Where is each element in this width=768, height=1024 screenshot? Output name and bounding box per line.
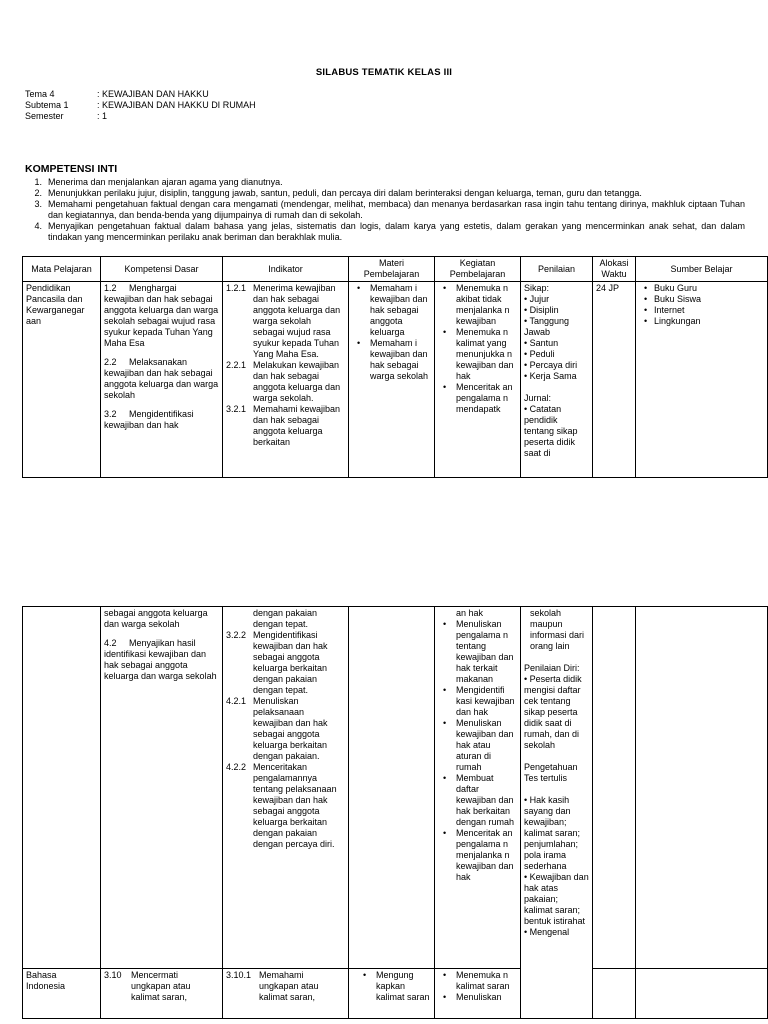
list-item: • Menceritak an pengalama n mendapatk <box>438 382 517 415</box>
materi-list <box>352 283 431 382</box>
indikator-text: dengan pakaian dengan tepat. <box>253 608 318 629</box>
penilaian-item: • Santun <box>524 338 559 348</box>
kd-continuation: sebagai anggota keluarga dan warga sekolah <box>104 608 208 629</box>
ki-list <box>25 177 745 243</box>
list-number: 1. <box>34 177 42 187</box>
indikator-text: Mengidentifikasi kewajiban dan hak sebagai anggota keluarga berkaitan dengan pakaian dengan tepat. <box>253 630 328 695</box>
cell-penilaian <box>521 607 593 1019</box>
penilaian-item: • Hak kasih sayang dan kewajiban; kalimat saran; penjumlahan; pola irama sederhana <box>524 795 581 871</box>
section-heading: KOMPETENSI INTI <box>25 163 118 175</box>
kd-number: 3.10 <box>104 970 122 980</box>
list-number: 4. <box>34 221 42 231</box>
header-sumber: Sumber Belajar <box>636 257 768 282</box>
cell-mapel: Pendidikan Pancasila dan Kewarganegar aan <box>23 282 101 478</box>
indikator-number: 4.2.1 <box>226 696 247 706</box>
header-kd: Kompetensi Dasar <box>101 257 223 282</box>
list-number: 3. <box>34 199 42 209</box>
indikator-text: Menceritakan pengalamannya tentang pelaksanaan kewajiban dan hak sebagai anggota keluarga berkaitan dengan pakaian dengan percaya diri. <box>253 762 337 849</box>
meta-label: Semester <box>25 111 64 121</box>
kd-text: Mengidentifikasi kewajiban dan hak <box>104 409 194 430</box>
cell-alokasi: 24 JP <box>593 282 636 478</box>
syllabus-table-continued <box>22 606 768 1019</box>
indikator-item <box>226 283 345 360</box>
meta-value: : 1 <box>97 111 108 121</box>
cell-indikator <box>223 282 349 478</box>
header-penilaian: Penilaian <box>521 257 593 282</box>
penilaian-item: • Catatan pendidik tentang sikap peserta didik saat di <box>524 404 578 458</box>
cell-materi <box>349 969 435 1019</box>
indikator-text: Memahami ungkapan atau kalimat saran, <box>259 970 319 1002</box>
kegiatan-list <box>438 970 517 1003</box>
list-item: • Menemuka n kalimat saran <box>438 970 517 992</box>
indikator-number: 2.2.1 <box>226 360 247 370</box>
list-item: • Membuat daftar kewajiban dan hak berkaitan dengan rumah <box>438 773 517 828</box>
indikator-number: 1.2.1 <box>226 283 247 293</box>
kd-number: 1.2 <box>104 283 117 293</box>
cell-kd <box>101 607 223 969</box>
cell-mapel: Bahasa Indonesia <box>23 969 101 1019</box>
list-item: • Memaham i kewajiban dan hak sebagai anggota keluarga <box>352 283 431 338</box>
cell-kd <box>101 282 223 478</box>
header-alokasi: Alokasi Waktu <box>593 257 636 282</box>
kd-item <box>104 970 219 1003</box>
penilaian-label: Sikap: <box>524 283 550 293</box>
penilaian-item: • Kerja Sama <box>524 371 577 381</box>
meta-value: : KEWAJIBAN DAN HAKKU DI RUMAH <box>97 100 256 110</box>
cell-sumber <box>636 607 768 969</box>
header-mapel: Mata Pelajaran <box>23 257 101 282</box>
penilaian-item: • Mengenal <box>524 927 570 937</box>
kegiatan-list <box>438 283 517 415</box>
cell-indikator <box>223 607 349 969</box>
list-item: • Buku Guru <box>639 283 764 294</box>
cell-alokasi <box>593 607 636 969</box>
meta-row-tema <box>25 89 256 100</box>
penilaian-continuation: sekolah maupun informasi dari orang lain <box>530 608 585 651</box>
kd-item <box>104 357 219 401</box>
table-row <box>23 282 768 478</box>
document-meta <box>25 89 256 122</box>
cell-sumber <box>636 969 768 1019</box>
cell-materi <box>349 607 435 969</box>
indikator-text: Memahami kewajiban dan hak sebagai anggota keluarga berkaitan <box>253 404 341 447</box>
cell-kegiatan <box>435 282 521 478</box>
meta-value: : KEWAJIBAN DAN HAKKU <box>97 89 209 99</box>
indikator-number: 3.2.2 <box>226 630 247 640</box>
indikator-text: Menuliskan pelaksanaan kewajiban dan hak sebagai anggota keluarga berkaitan dengan pakaian. <box>253 696 328 761</box>
list-text: Menyajikan pengetahuan faktual dalam bahasa yang jelas, sistematis dan logis, dalam karya yang estetis, dalam gerakan yang mencerminkan anak sehat, dan dalam tindakan yang mencerminkan perilaku anak beriman dan berakhlak mulia. <box>48 221 745 242</box>
kd-text: Menyajikan hasil identifikasi kewajiban dan hak sebagai anggota keluarga dan warga sekolah <box>104 638 217 681</box>
indikator-item <box>226 762 345 850</box>
syllabus-table <box>22 256 768 478</box>
indikator-continuation <box>226 608 345 630</box>
cell-alokasi <box>593 969 636 1019</box>
list-item: • Menemuka n kalimat yang menunjukka n kewajiban dan hak <box>438 327 517 382</box>
list-item: • Menuliskan kewajiban dan hak atau aturan di rumah <box>438 718 517 773</box>
list-item <box>25 199 745 221</box>
kd-number: 4.2 <box>104 638 117 648</box>
penilaian-item: • Jujur <box>524 294 550 304</box>
header-kegiatan: Kegiatan Pembelajaran <box>435 257 521 282</box>
kd-item <box>104 409 219 431</box>
kd-text: Melaksanakan kewajiban dan hak sebagai anggota keluarga dan warga sekolah <box>104 357 219 400</box>
cell-kegiatan <box>435 969 521 1019</box>
penilaian-label: Tes tertulis <box>524 773 568 783</box>
list-item: • Menuliskan pengalama n tentang kewajiban dan hak terkait makanan <box>438 619 517 685</box>
kd-item <box>104 638 219 682</box>
indikator-item <box>226 970 345 1003</box>
list-item: • Memaham i kewajiban dan hak sebagai warga sekolah <box>352 338 431 382</box>
cell-indikator <box>223 969 349 1019</box>
penilaian-item: • Peserta didik mengisi daftar cek tentang sikap peserta didik saat di rumah, dan di sekolah <box>524 674 582 750</box>
table-row <box>23 969 768 1019</box>
list-item <box>25 177 745 188</box>
penilaian-label: Penilaian Diri: <box>524 663 580 673</box>
sumber-list <box>639 283 764 327</box>
indikator-text: Melakukan kewajiban dan hak sebagai anggota keluarga dan warga sekolah. <box>253 360 341 403</box>
cell-materi <box>349 282 435 478</box>
indikator-number: 3.10.1 <box>226 970 252 980</box>
list-item: • Internet <box>639 305 764 316</box>
indikator-item <box>226 404 345 448</box>
indikator-item <box>226 696 345 762</box>
kd-text: Mencermati ungkapan atau kalimat saran, <box>131 970 191 1002</box>
indikator-text: Menerima kewajiban dan hak sebagai anggota keluarga dan warga sekolah sebagai wujud rasa syukur kepada Tuhan Yang Maha Esa. <box>253 283 341 359</box>
kd-item <box>104 283 219 349</box>
list-item: • Mengung kapkan kalimat saran <box>358 970 431 1003</box>
list-item: • Lingkungan <box>639 316 764 327</box>
materi-list <box>352 970 431 1003</box>
kd-number: 2.2 <box>104 357 117 367</box>
meta-row-semester <box>25 111 256 122</box>
penilaian-item: • Kewajiban dan hak atas pakaian; kalimat saran; bentuk istirahat <box>524 872 589 926</box>
header-materi: Materi Pembelajaran <box>349 257 435 282</box>
list-item: • Buku Siswa <box>639 294 764 305</box>
list-number: 2. <box>34 188 42 198</box>
penilaian-item: • Disiplin <box>524 305 559 315</box>
kd-text: Menghargai kewajiban dan hak sebagai anggota keluarga dan warga sekolah sebagai wujud rasa syukur kepada Tuhan Yang Maha Esa <box>104 283 219 348</box>
indikator-item <box>226 360 345 404</box>
indikator-number: 3.2.1 <box>226 404 247 414</box>
penilaian-label: Jurnal: <box>524 393 552 403</box>
kegiatan-continuation: an hak <box>456 608 484 618</box>
cell-penilaian <box>521 282 593 478</box>
meta-row-subtema <box>25 100 256 111</box>
table-row <box>23 607 768 969</box>
kompetensi-inti-section <box>25 163 745 243</box>
list-item <box>25 221 745 243</box>
indikator-item <box>226 630 345 696</box>
penilaian-item: • Percaya diri <box>524 360 578 370</box>
list-item <box>25 188 745 199</box>
table-header-row <box>23 257 768 282</box>
indikator-number: 4.2.2 <box>226 762 247 772</box>
list-item: • Menemuka n akibat tidak menjalanka n kewajiban <box>438 283 517 327</box>
list-item: • Menceritak an pengalama n menjalanka n kewajiban dan hak <box>438 828 517 883</box>
list-text: Menerima dan menjalankan ajaran agama yang dianutnya. <box>48 177 283 187</box>
list-item: • Menuliskan <box>438 992 517 1003</box>
kd-number: 3.2 <box>104 409 117 419</box>
list-text: Menunjukkan perilaku jujur, disiplin, tanggung jawab, santun, peduli, dan percaya diri dalam berinteraksi dengan keluarga, teman, guru dan tetangga. <box>48 188 642 198</box>
penilaian-item: • Peduli <box>524 349 555 359</box>
page-title: SILABUS TEMATIK KELAS III <box>315 67 453 78</box>
meta-label: Subtema 1 <box>25 100 69 110</box>
meta-label: Tema 4 <box>25 89 55 99</box>
cell-mapel <box>23 607 101 969</box>
header-indikator: Indikator <box>223 257 349 282</box>
cell-sumber <box>636 282 768 478</box>
cell-kegiatan <box>435 607 521 969</box>
penilaian-item: • Tanggung Jawab <box>524 316 570 337</box>
kegiatan-list <box>438 619 517 883</box>
list-item: • Mengidentifi kasi kewajiban dan hak <box>438 685 517 718</box>
penilaian-label: Pengetahuan <box>524 762 578 772</box>
list-text: Memahami pengetahuan faktual dengan cara mengamati (mendengar, melihat, membaca) dan menanya berdasarkan rasa ingin tahu tentang dirinya, makhluk ciptaan Tuhan dan kegiatannya, dan benda-benda yang dijumpainya di rumah dan di sekolah. <box>48 199 745 220</box>
cell-kd <box>101 969 223 1019</box>
